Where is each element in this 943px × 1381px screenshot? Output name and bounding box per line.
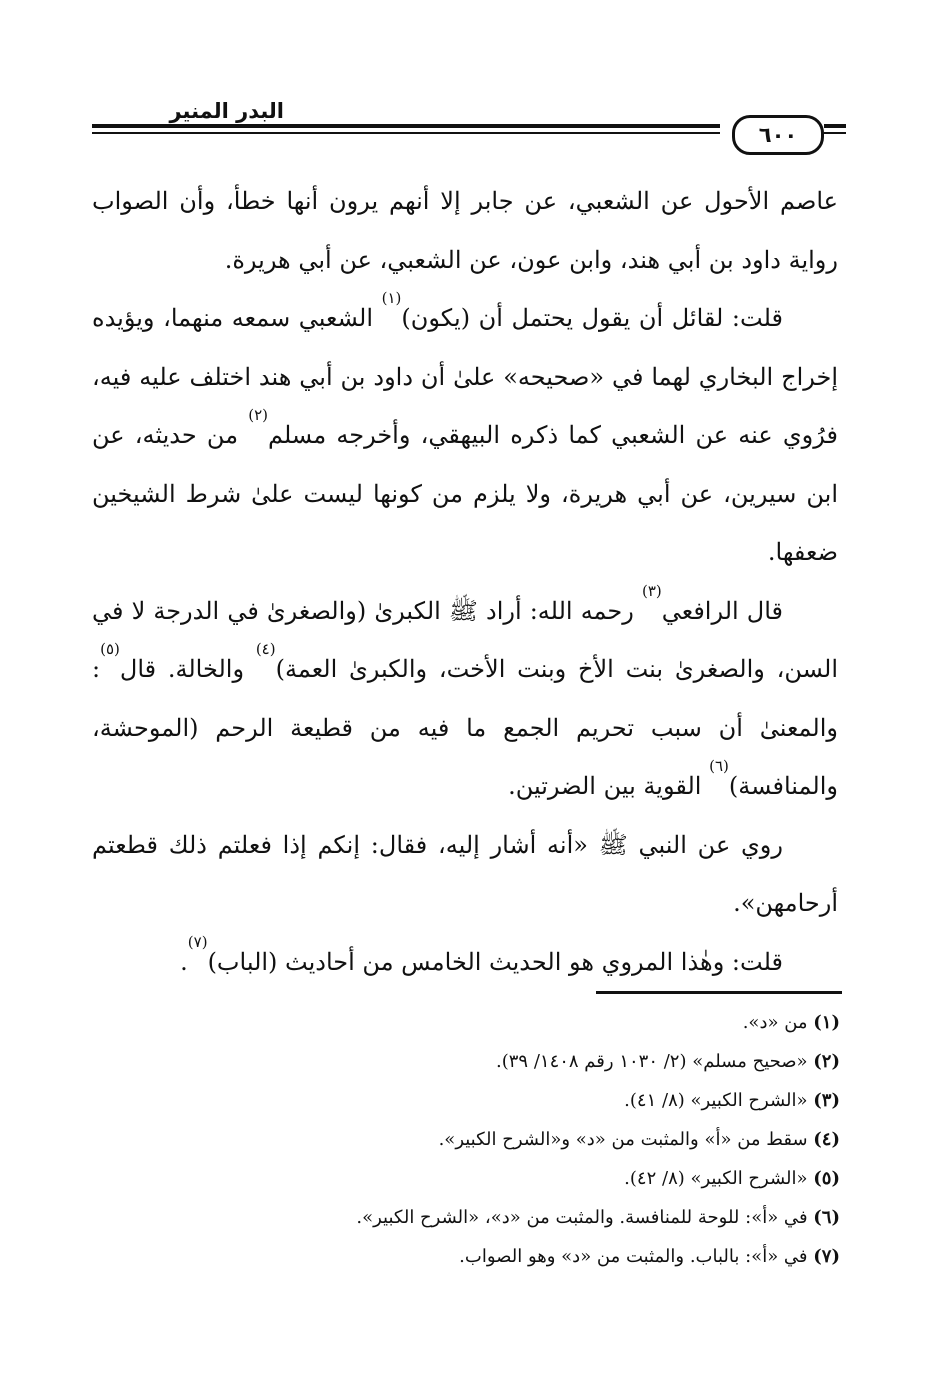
footnote-text: في «أ»: بالباب. والمثبت من «د» وهو الصواب. (459, 1246, 814, 1267)
footnote-number: (٣) (813, 1090, 840, 1111)
paragraph-5-part-b: . (180, 947, 188, 976)
paragraph-2-part-a: قلت: لقائل أن يقول يحتمل أن (يكون) (401, 304, 783, 332)
footnote-6 (200, 1198, 840, 1237)
paragraph-5-part-a: قلت: وهٰذا المروي هو الحديث الخامس من أحاديث (الباب) (207, 947, 783, 976)
footnote-text: «الشرح الكبير» (٨/ ٤١). (624, 1090, 814, 1111)
paragraph-2-part-c: من حديثه، عن ابن سيرين، عن أبي هريرة، ولا يلزم من كونها ليست علىٰ شرط الشيخين ضعفها. (92, 421, 838, 566)
paragraph-4: روي عن النبي ﷺ «أنه أشار إليه، فقال: إنكم إذا فعلتم ذلك قطعتم أرحامهن». (92, 830, 838, 917)
footnote-text: «صحيح مسلم» (٢/ ١٠٣٠ رقم ١٤٠٨/ ٣٩). (496, 1051, 814, 1072)
footnote-ref-2: (٢) (248, 406, 269, 424)
footnote-ref-1: (١) (381, 289, 402, 307)
footnote-number: (٦) (813, 1207, 840, 1228)
main-text (92, 172, 838, 991)
page-header (92, 95, 852, 165)
paragraph-3-part-e: القوية بين الضرتين. (508, 772, 710, 800)
footnote-1 (200, 1003, 840, 1042)
paragraph-5 (92, 933, 838, 992)
header-rule-right-thick (824, 124, 846, 128)
header-rule-thick (92, 124, 720, 128)
footnote-number: (٥) (813, 1168, 840, 1189)
footnote-ref-7: (٧) (187, 932, 208, 951)
header-rule-thin (92, 132, 720, 134)
footnotes (200, 1003, 840, 1276)
footnote-text: من «د». (742, 1012, 814, 1033)
footnote-separator (596, 991, 842, 994)
footnote-ref-4: (٤) (255, 640, 276, 658)
footnote-text: في «أ»: للوحة للمنافسة. والمثبت من «د»، «الشرح الكبير». (356, 1207, 814, 1228)
paragraph-3-part-c: والخالة. قال (119, 655, 256, 683)
footnote-2 (200, 1042, 840, 1081)
footnote-3 (200, 1081, 840, 1120)
paragraph-3-part-a: قال الرافعي (661, 596, 784, 625)
footnote-ref-6: (٦) (709, 757, 729, 775)
footnote-5 (200, 1159, 840, 1198)
footnote-7 (200, 1237, 840, 1276)
footnote-number: (٧) (813, 1246, 840, 1267)
footnote-text: سقط من «أ» والمثبت من «د» و«الشرح الكبير». (438, 1129, 814, 1150)
footnote-number: (٢) (813, 1051, 840, 1072)
footnote-number: (١) (813, 1012, 840, 1033)
footnote-4 (200, 1120, 840, 1159)
paragraph-3-part-d: : والمعنىٰ أن سبب تحريم الجمع ما فيه من قطيعة الرحم (الموحشة، والمنافسة) (92, 655, 838, 800)
paragraph-2 (92, 289, 838, 582)
running-title: البدر المنير (169, 99, 284, 123)
footnote-number: (٤) (813, 1129, 840, 1150)
footnote-text: «الشرح الكبير» (٨/ ٤٢). (624, 1168, 814, 1189)
paragraph-1: عاصم الأحول عن الشعبي، عن جابر إلا أنهم يرون أنها خطأ، وأن الصواب رواية داود بن أبي هند، وابن عون، عن الشعبي، عن أبي هريرة. (92, 187, 838, 274)
paragraph-3 (92, 582, 838, 816)
footnote-ref-3: (٣) (641, 581, 662, 600)
page-number: ٦٠٠ (732, 115, 824, 155)
paragraph-3-part-b: رحمه الله: أراد ﷺ الكبرىٰ (والصغرىٰ في الدرجة لا في السن، والصغرىٰ بنت الأخ وبنت الأخت، والكبرىٰ العمة) (92, 596, 838, 683)
paragraph-2-part-b: الشعبي سمعه منهما، ويؤيده إخراج البخاري لهما في «صحيحه» علىٰ أن داود بن أبي هند اختلف عليه فيه، فرُوي عنه عن الشعبي كما ذكره البيهقي، وأخرجه مسلم (92, 304, 839, 449)
footnote-ref-5: (٥) (100, 640, 120, 658)
header-rule-right-thin (824, 132, 846, 134)
